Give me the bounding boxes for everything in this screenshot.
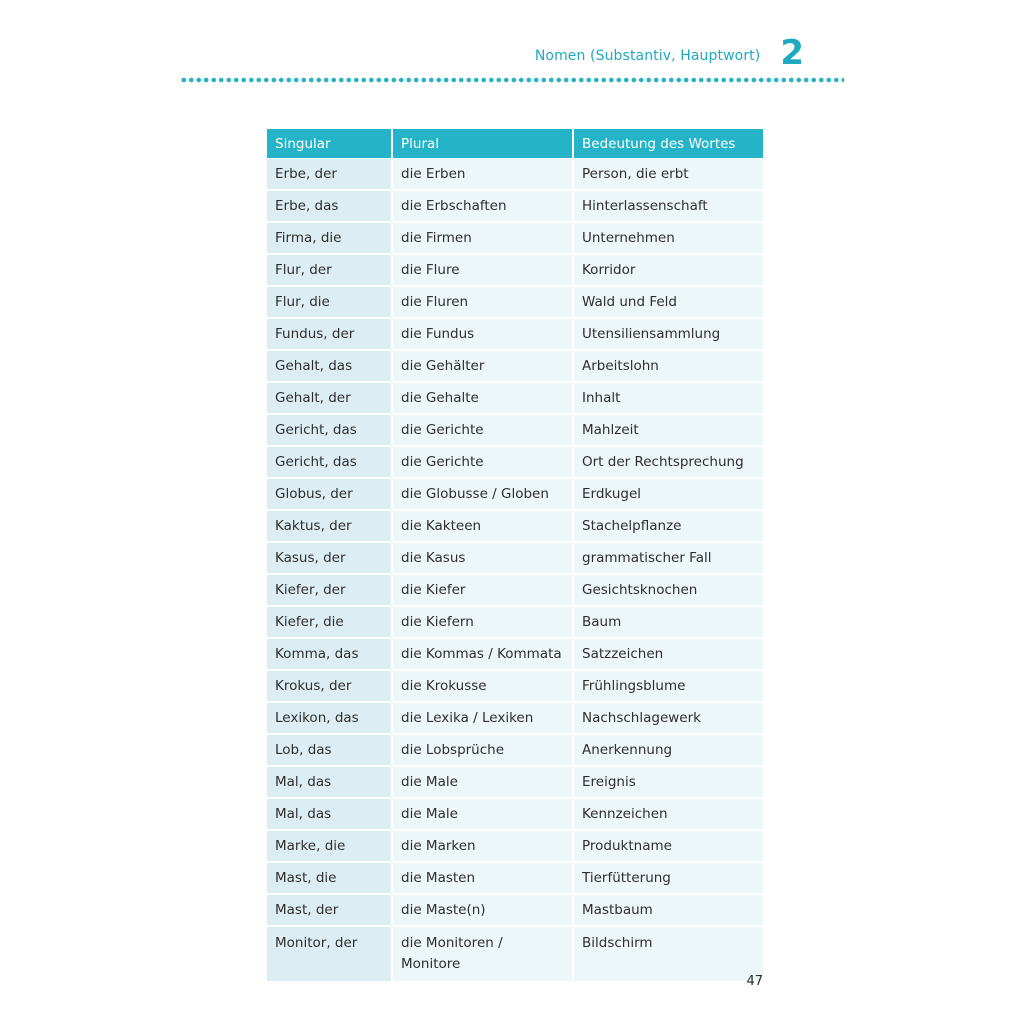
cell-meaning: Arbeitslohn: [574, 351, 763, 383]
cell-singular: Lexikon, das: [267, 703, 393, 735]
cell-singular: Krokus, der: [267, 671, 393, 703]
cell-plural: die Firmen: [393, 223, 574, 255]
cell-singular: Kaktus, der: [267, 511, 393, 543]
table-row: [267, 927, 763, 983]
cell-plural: die Lobsprüche: [393, 735, 574, 767]
table-row: [267, 863, 763, 895]
cell-plural: die Lexika / Lexiken: [393, 703, 574, 735]
cell-singular: Mal, das: [267, 767, 393, 799]
cell-singular: Kiefer, der: [267, 575, 393, 607]
vocabulary-table: [267, 129, 763, 983]
cell-plural: die Kasus: [393, 543, 574, 575]
table-row: [267, 671, 763, 703]
cell-plural: die Globusse / Globen: [393, 479, 574, 511]
table-row: [267, 831, 763, 863]
column-header-meaning: Bedeutung des Wortes: [574, 129, 763, 159]
cell-plural: die Kiefern: [393, 607, 574, 639]
cell-meaning: Kennzeichen: [574, 799, 763, 831]
cell-singular: Monitor, der: [267, 927, 393, 983]
cell-meaning: Wald und Feld: [574, 287, 763, 319]
cell-singular: Firma, die: [267, 223, 393, 255]
cell-meaning: Mastbaum: [574, 895, 763, 927]
cell-meaning: Satzzeichen: [574, 639, 763, 671]
cell-plural: die Marken: [393, 831, 574, 863]
cell-meaning: Erdkugel: [574, 479, 763, 511]
table-row: [267, 223, 763, 255]
cell-meaning: Nachschlagewerk: [574, 703, 763, 735]
table-row: [267, 319, 763, 351]
cell-plural: die Kommas / Kommata: [393, 639, 574, 671]
table-row: [267, 767, 763, 799]
cell-singular: Mal, das: [267, 799, 393, 831]
chapter-number: 2: [780, 33, 804, 73]
table-row: [267, 543, 763, 575]
table-row: [267, 479, 763, 511]
table-row: [267, 735, 763, 767]
table-row: [267, 287, 763, 319]
cell-meaning: Stachelpflanze: [574, 511, 763, 543]
cell-singular: Flur, der: [267, 255, 393, 287]
table-body: [267, 159, 763, 983]
cell-plural: die Gehalte: [393, 383, 574, 415]
cell-singular: Fundus, der: [267, 319, 393, 351]
chapter-title: Nomen (Substantiv, Hauptwort): [534, 48, 761, 64]
cell-plural: die Male: [393, 767, 574, 799]
cell-plural: die Maste(n): [393, 895, 574, 927]
cell-meaning: Frühlingsblume: [574, 671, 763, 703]
cell-singular: Gehalt, das: [267, 351, 393, 383]
cell-meaning: grammatischer Fall: [574, 543, 763, 575]
table-row: [267, 703, 763, 735]
table-row: [267, 447, 763, 479]
cell-plural: die Gerichte: [393, 447, 574, 479]
table-row: [267, 575, 763, 607]
table-row: [267, 895, 763, 927]
table-row: [267, 351, 763, 383]
cell-singular: Kiefer, die: [267, 607, 393, 639]
cell-meaning: Mahlzeit: [574, 415, 763, 447]
cell-meaning: Anerkennung: [574, 735, 763, 767]
cell-singular: Lob, das: [267, 735, 393, 767]
table-row: [267, 639, 763, 671]
page-header: [535, 34, 804, 72]
table-row: [267, 799, 763, 831]
cell-meaning: Inhalt: [574, 383, 763, 415]
cell-singular: Gehalt, der: [267, 383, 393, 415]
page-number: 47: [746, 974, 763, 989]
cell-meaning: Produktname: [574, 831, 763, 863]
cell-plural: die Monitoren / Monitore: [393, 927, 574, 983]
cell-meaning: Ereignis: [574, 767, 763, 799]
cell-meaning: Baum: [574, 607, 763, 639]
cell-plural: die Erbschaften: [393, 191, 574, 223]
cell-meaning: Korridor: [574, 255, 763, 287]
table-header-row: [267, 129, 763, 159]
cell-meaning: Tierfütterung: [574, 863, 763, 895]
cell-singular: Gericht, das: [267, 415, 393, 447]
cell-singular: Gericht, das: [267, 447, 393, 479]
cell-plural: die Krokusse: [393, 671, 574, 703]
cell-singular: Erbe, das: [267, 191, 393, 223]
cell-plural: die Male: [393, 799, 574, 831]
cell-singular: Flur, die: [267, 287, 393, 319]
table-row: [267, 607, 763, 639]
cell-singular: Globus, der: [267, 479, 393, 511]
cell-plural: die Gerichte: [393, 415, 574, 447]
dotted-divider: [180, 76, 844, 84]
cell-singular: Marke, die: [267, 831, 393, 863]
cell-plural: die Kiefer: [393, 575, 574, 607]
cell-plural: die Fundus: [393, 319, 574, 351]
cell-singular: Komma, das: [267, 639, 393, 671]
table-row: [267, 191, 763, 223]
table-row: [267, 415, 763, 447]
cell-meaning: Gesichtsknochen: [574, 575, 763, 607]
cell-meaning: Utensiliensammlung: [574, 319, 763, 351]
cell-plural: die Erben: [393, 159, 574, 191]
table-row: [267, 511, 763, 543]
cell-singular: Mast, der: [267, 895, 393, 927]
column-header-singular: Singular: [267, 129, 393, 159]
cell-plural: die Masten: [393, 863, 574, 895]
cell-plural: die Flure: [393, 255, 574, 287]
cell-plural: die Gehälter: [393, 351, 574, 383]
table-row: [267, 383, 763, 415]
table-row: [267, 159, 763, 191]
cell-singular: Mast, die: [267, 863, 393, 895]
cell-plural: die Fluren: [393, 287, 574, 319]
table-row: [267, 255, 763, 287]
cell-meaning: Unternehmen: [574, 223, 763, 255]
cell-singular: Erbe, der: [267, 159, 393, 191]
cell-meaning: Bildschirm: [574, 927, 763, 983]
cell-meaning: Person, die erbt: [574, 159, 763, 191]
cell-meaning: Ort der Rechtsprechung: [574, 447, 763, 479]
cell-singular: Kasus, der: [267, 543, 393, 575]
cell-plural: die Kakteen: [393, 511, 574, 543]
cell-meaning: Hinterlassenschaft: [574, 191, 763, 223]
column-header-plural: Plural: [393, 129, 574, 159]
